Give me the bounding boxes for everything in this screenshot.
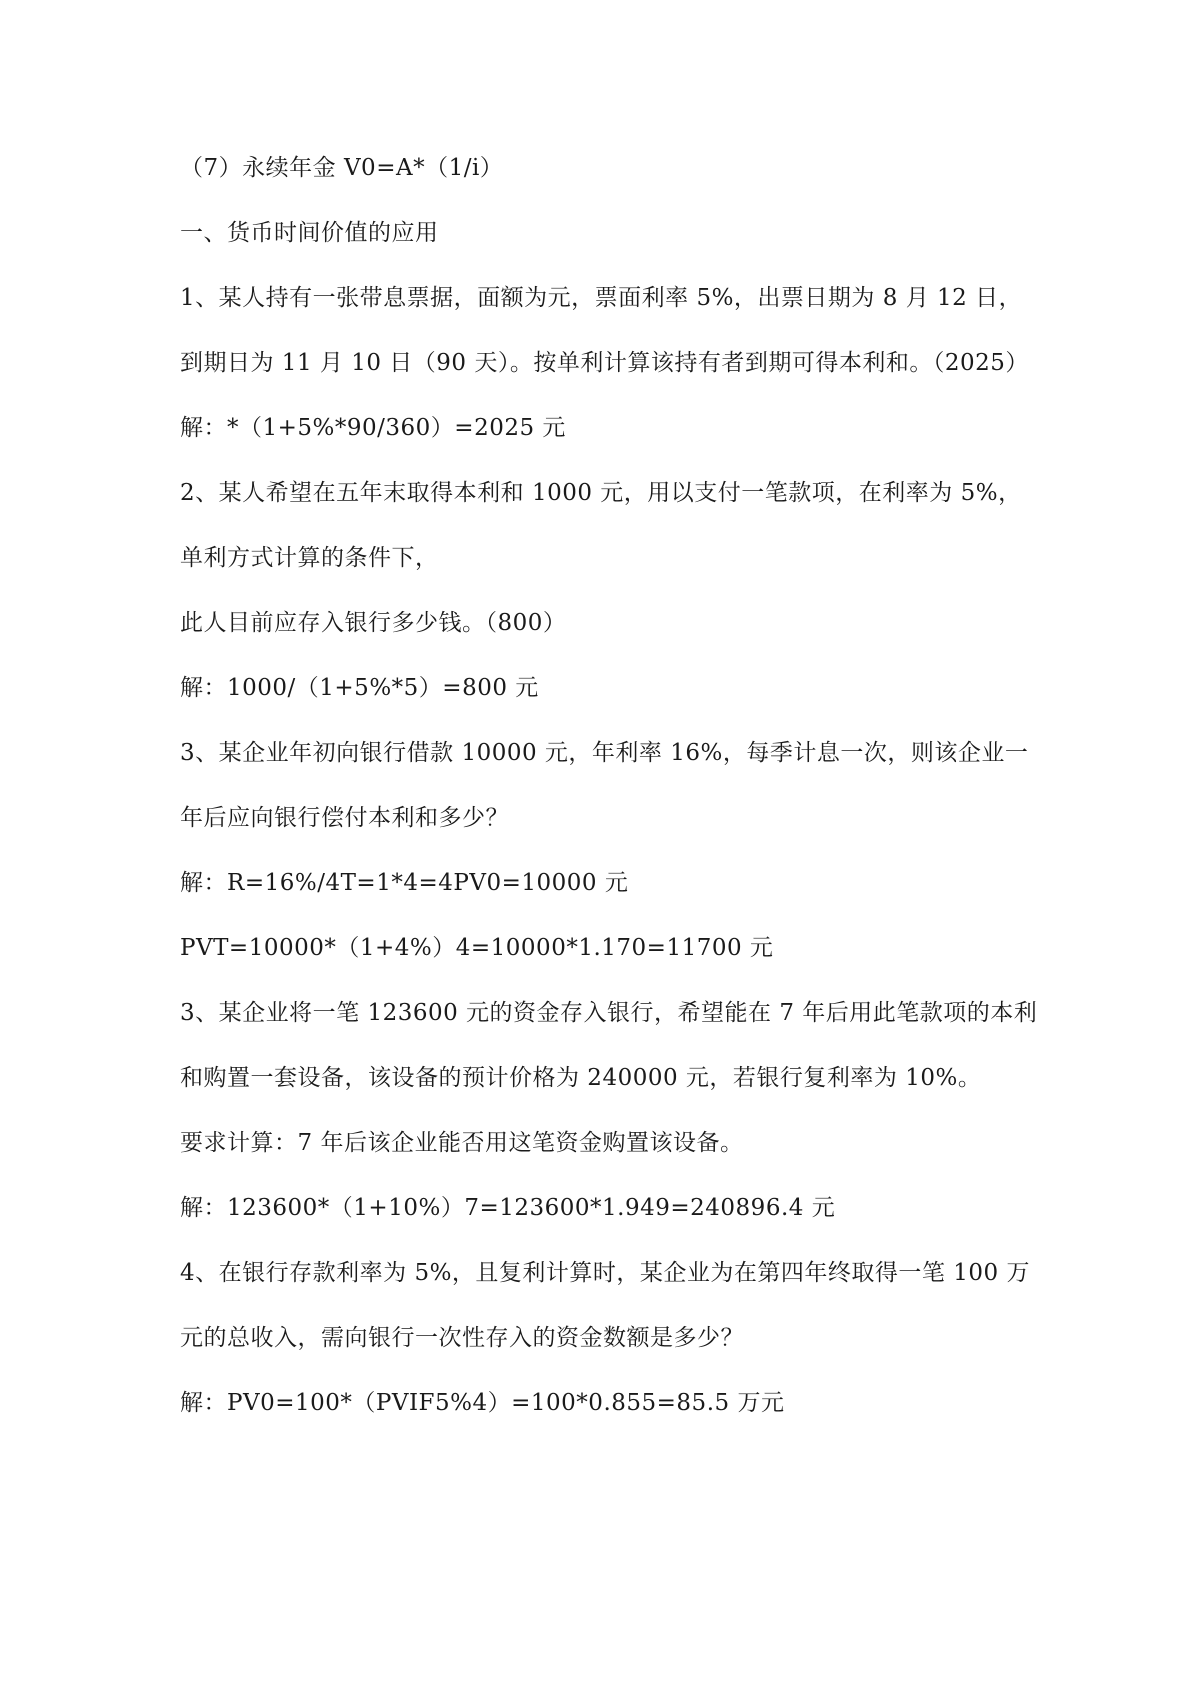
question-4-line-2: 元的总收入，需向银行一次性存入的资金数额是多少？ xyxy=(180,1325,744,1351)
formula-perpetuity: （7）永续年金 V0=A*（1/i） xyxy=(180,155,504,181)
question-3-line-2: 年后应向银行偿付本利和多少？ xyxy=(180,805,509,831)
question-2-line-3: 此人目前应存入银行多少钱。（800） xyxy=(180,610,567,636)
answer-2: 解：1000/（1+5%*5）=800 元 xyxy=(180,675,539,701)
question-3b-line-2: 和购置一套设备，该设备的预计价格为 240000 元，若银行复利率为 10%。 xyxy=(180,1065,982,1091)
answer-3-line-2: PVT=10000*（1+4%）4=10000*1.170=11700 元 xyxy=(180,935,774,961)
question-3b-line-3: 要求计算：7 年后该企业能否用这笔资金购置该设备。 xyxy=(180,1130,744,1156)
question-3-line-1: 3、某企业年初向银行借款 10000 元，年利率 16%，每季计息一次，则该企业一 xyxy=(180,740,1029,766)
question-4-line-1: 4、在银行存款利率为 5%，且复利计算时，某企业为在第四年终取得一笔 100 万 xyxy=(180,1260,1030,1286)
question-1-line-1: 1、某人持有一张带息票据，面额为元，票面利率 5%，出票日期为 8 月 12 日， xyxy=(180,285,1023,311)
section-heading: 一、货币时间价值的应用 xyxy=(180,220,439,246)
question-2-line-1: 2、某人希望在五年末取得本利和 1000 元，用以支付一笔款项，在利率为 5%， xyxy=(180,480,1022,506)
answer-1: 解：*（1+5%*90/360）=2025 元 xyxy=(180,415,566,441)
answer-3b: 解：123600*（1+10%）7=123600*1.949=240896.4 元 xyxy=(180,1195,836,1221)
question-2-line-2: 单利方式计算的条件下， xyxy=(180,545,439,571)
question-3b-line-1: 3、某企业将一笔 123600 元的资金存入银行，希望能在 7 年后用此笔款项的本利 xyxy=(180,1000,1038,1026)
answer-4: 解：PV0=100*（PVIF5%4）=100*0.855=85.5 万元 xyxy=(180,1390,785,1416)
answer-3-line-1: 解：R=16%/4T=1*4=4PV0=10000 元 xyxy=(180,870,629,896)
question-1-line-2: 到期日为 11 月 10 日（90 天）。按单利计算该持有者到期可得本利和。（2025） xyxy=(180,350,1029,376)
